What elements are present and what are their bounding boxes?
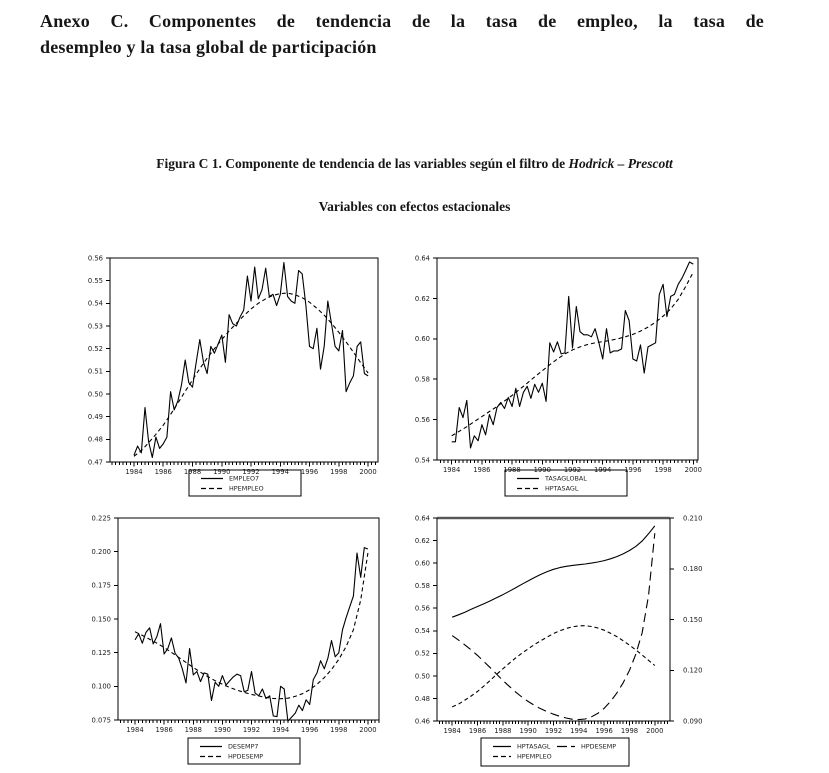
figure-caption-text: Figura C 1. Componente de tendencia de las variables según el filtro de xyxy=(156,156,569,171)
svg-text:0.56: 0.56 xyxy=(87,254,103,263)
svg-text:0.210: 0.210 xyxy=(683,514,703,523)
svg-text:1998: 1998 xyxy=(654,466,672,474)
svg-text:0.54: 0.54 xyxy=(414,627,430,636)
svg-text:0.64: 0.64 xyxy=(414,254,430,263)
svg-text:0.55: 0.55 xyxy=(87,277,103,286)
series-HPDESEMP xyxy=(452,533,655,719)
chart-tasa-global-participacion xyxy=(408,250,749,504)
svg-text:1986: 1986 xyxy=(154,468,172,476)
svg-text:1998: 1998 xyxy=(330,726,348,734)
svg-text:TASAGLOBAL: TASAGLOBAL xyxy=(545,474,587,483)
svg-text:0.48: 0.48 xyxy=(87,435,103,444)
svg-text:1990: 1990 xyxy=(533,466,551,474)
series-DESEMP7 xyxy=(135,548,368,722)
svg-text:1992: 1992 xyxy=(242,726,261,734)
svg-text:0.56: 0.56 xyxy=(414,416,430,424)
svg-text:1986: 1986 xyxy=(468,727,487,735)
svg-text:0.180: 0.180 xyxy=(683,565,703,574)
svg-text:0.62: 0.62 xyxy=(414,536,430,545)
svg-text:0.120: 0.120 xyxy=(683,666,703,675)
svg-text:0.60: 0.60 xyxy=(414,335,430,344)
series-TASAGLOBAL xyxy=(452,262,694,448)
svg-text:1984: 1984 xyxy=(126,726,144,734)
chart-tendencias-hp-combinadas xyxy=(408,510,749,772)
svg-text:0.52: 0.52 xyxy=(87,345,103,354)
svg-text:1994: 1994 xyxy=(271,468,289,476)
svg-text:0.100: 0.100 xyxy=(91,682,111,691)
chart-tasa-desempleo xyxy=(75,510,397,772)
svg-text:DESEMP7: DESEMP7 xyxy=(228,742,259,751)
svg-text:0.48: 0.48 xyxy=(414,694,430,703)
svg-text:1988: 1988 xyxy=(184,726,202,734)
chart-canvas-0 xyxy=(75,250,397,504)
svg-text:0.150: 0.150 xyxy=(91,615,111,624)
svg-text:HPEMPLEO: HPEMPLEO xyxy=(229,484,264,493)
svg-text:1984: 1984 xyxy=(125,468,143,476)
x-axis xyxy=(440,721,668,735)
svg-text:1998: 1998 xyxy=(330,468,348,476)
y-axis-left xyxy=(92,514,118,724)
y-axis-left xyxy=(415,514,437,725)
svg-text:0.56: 0.56 xyxy=(414,604,430,613)
series-HPEMPLEO xyxy=(134,293,368,456)
legend xyxy=(481,738,629,766)
chart-canvas-2 xyxy=(75,510,397,772)
svg-text:0.58: 0.58 xyxy=(414,582,430,591)
y-axis-left xyxy=(415,254,437,464)
svg-text:0.47: 0.47 xyxy=(87,458,103,467)
svg-text:HPDESEMP: HPDESEMP xyxy=(581,742,617,751)
figure-caption xyxy=(0,156,829,172)
svg-text:0.090: 0.090 xyxy=(683,717,703,726)
svg-text:HPTASAGL: HPTASAGL xyxy=(517,742,551,751)
svg-text:0.64: 0.64 xyxy=(414,514,430,523)
chart-canvas-3 xyxy=(408,510,749,772)
svg-text:0.50: 0.50 xyxy=(414,672,430,681)
svg-text:0.150: 0.150 xyxy=(683,615,703,624)
svg-text:1992: 1992 xyxy=(544,727,563,735)
svg-text:1984: 1984 xyxy=(443,727,461,735)
section-title-line2: desempleo y la tasa global de participación xyxy=(40,37,377,57)
x-axis xyxy=(440,460,702,474)
section-title xyxy=(40,8,764,60)
svg-text:1988: 1988 xyxy=(494,727,512,735)
svg-text:2000: 2000 xyxy=(646,727,664,735)
svg-text:1984: 1984 xyxy=(442,466,461,474)
svg-text:0.200: 0.200 xyxy=(91,548,111,557)
svg-text:0.58: 0.58 xyxy=(414,375,430,384)
svg-text:0.51: 0.51 xyxy=(87,367,103,376)
figure-subtitle: Variables con efectos estacionales xyxy=(318,199,511,214)
axes xyxy=(118,518,379,720)
chart-canvas-1 xyxy=(408,250,749,504)
svg-text:0.52: 0.52 xyxy=(414,649,430,658)
svg-text:0.49: 0.49 xyxy=(87,413,103,422)
axes xyxy=(437,258,698,460)
svg-text:0.50: 0.50 xyxy=(87,390,103,399)
svg-text:1998: 1998 xyxy=(620,727,639,735)
axes xyxy=(437,518,670,721)
series-HPDESEMP xyxy=(135,553,368,699)
svg-text:0.075: 0.075 xyxy=(91,716,111,725)
svg-text:1990: 1990 xyxy=(519,727,537,735)
svg-text:1994: 1994 xyxy=(570,727,588,735)
svg-text:HPTASAGL: HPTASAGL xyxy=(545,484,579,493)
series-HPEMPLEO xyxy=(452,626,655,707)
svg-text:0.53: 0.53 xyxy=(87,322,103,331)
y-axis-left xyxy=(88,254,110,466)
svg-text:0.125: 0.125 xyxy=(91,649,111,658)
series-EMPLEO7 xyxy=(134,263,368,458)
section-title-line1: Anexo C. Componentes de tendencia de la tasa de empleo, la tasa de xyxy=(40,11,764,31)
svg-text:1996: 1996 xyxy=(301,726,319,734)
svg-text:1992: 1992 xyxy=(242,468,260,476)
svg-text:1990: 1990 xyxy=(213,468,231,476)
svg-text:1994: 1994 xyxy=(271,726,290,734)
svg-text:0.62: 0.62 xyxy=(414,294,430,303)
svg-text:1986: 1986 xyxy=(155,726,173,734)
series-HPTASAGL xyxy=(452,526,655,617)
svg-text:2000: 2000 xyxy=(359,726,377,734)
svg-text:0.175: 0.175 xyxy=(91,581,111,590)
svg-text:1988: 1988 xyxy=(503,466,521,474)
svg-text:HPEMPLEO: HPEMPLEO xyxy=(517,752,552,761)
svg-text:0.46: 0.46 xyxy=(414,717,430,726)
svg-text:0.60: 0.60 xyxy=(414,559,430,568)
svg-text:1990: 1990 xyxy=(213,726,232,734)
x-axis xyxy=(120,720,378,734)
series-HPTASAGL xyxy=(452,272,694,436)
svg-text:0.225: 0.225 xyxy=(91,514,111,523)
svg-text:1992: 1992 xyxy=(563,466,582,474)
svg-text:0.54: 0.54 xyxy=(414,456,430,465)
svg-text:1988: 1988 xyxy=(183,468,202,476)
svg-text:1994: 1994 xyxy=(594,466,612,474)
svg-text:1986: 1986 xyxy=(473,466,491,474)
svg-text:1996: 1996 xyxy=(300,468,319,476)
svg-text:2000: 2000 xyxy=(684,466,702,474)
axes xyxy=(110,258,378,462)
svg-text:2000: 2000 xyxy=(359,468,377,476)
chart-tasa-empleo xyxy=(75,250,397,504)
svg-text:HPDESEMP: HPDESEMP xyxy=(228,752,264,761)
figure-caption-italic: Hodrick – Prescott xyxy=(568,156,673,171)
svg-text:0.54: 0.54 xyxy=(87,299,103,308)
svg-text:EMPLEO7: EMPLEO7 xyxy=(229,474,260,483)
legend xyxy=(188,738,300,764)
svg-text:1996: 1996 xyxy=(595,727,613,735)
y-axis-right xyxy=(670,514,702,725)
svg-text:1996: 1996 xyxy=(624,466,642,474)
